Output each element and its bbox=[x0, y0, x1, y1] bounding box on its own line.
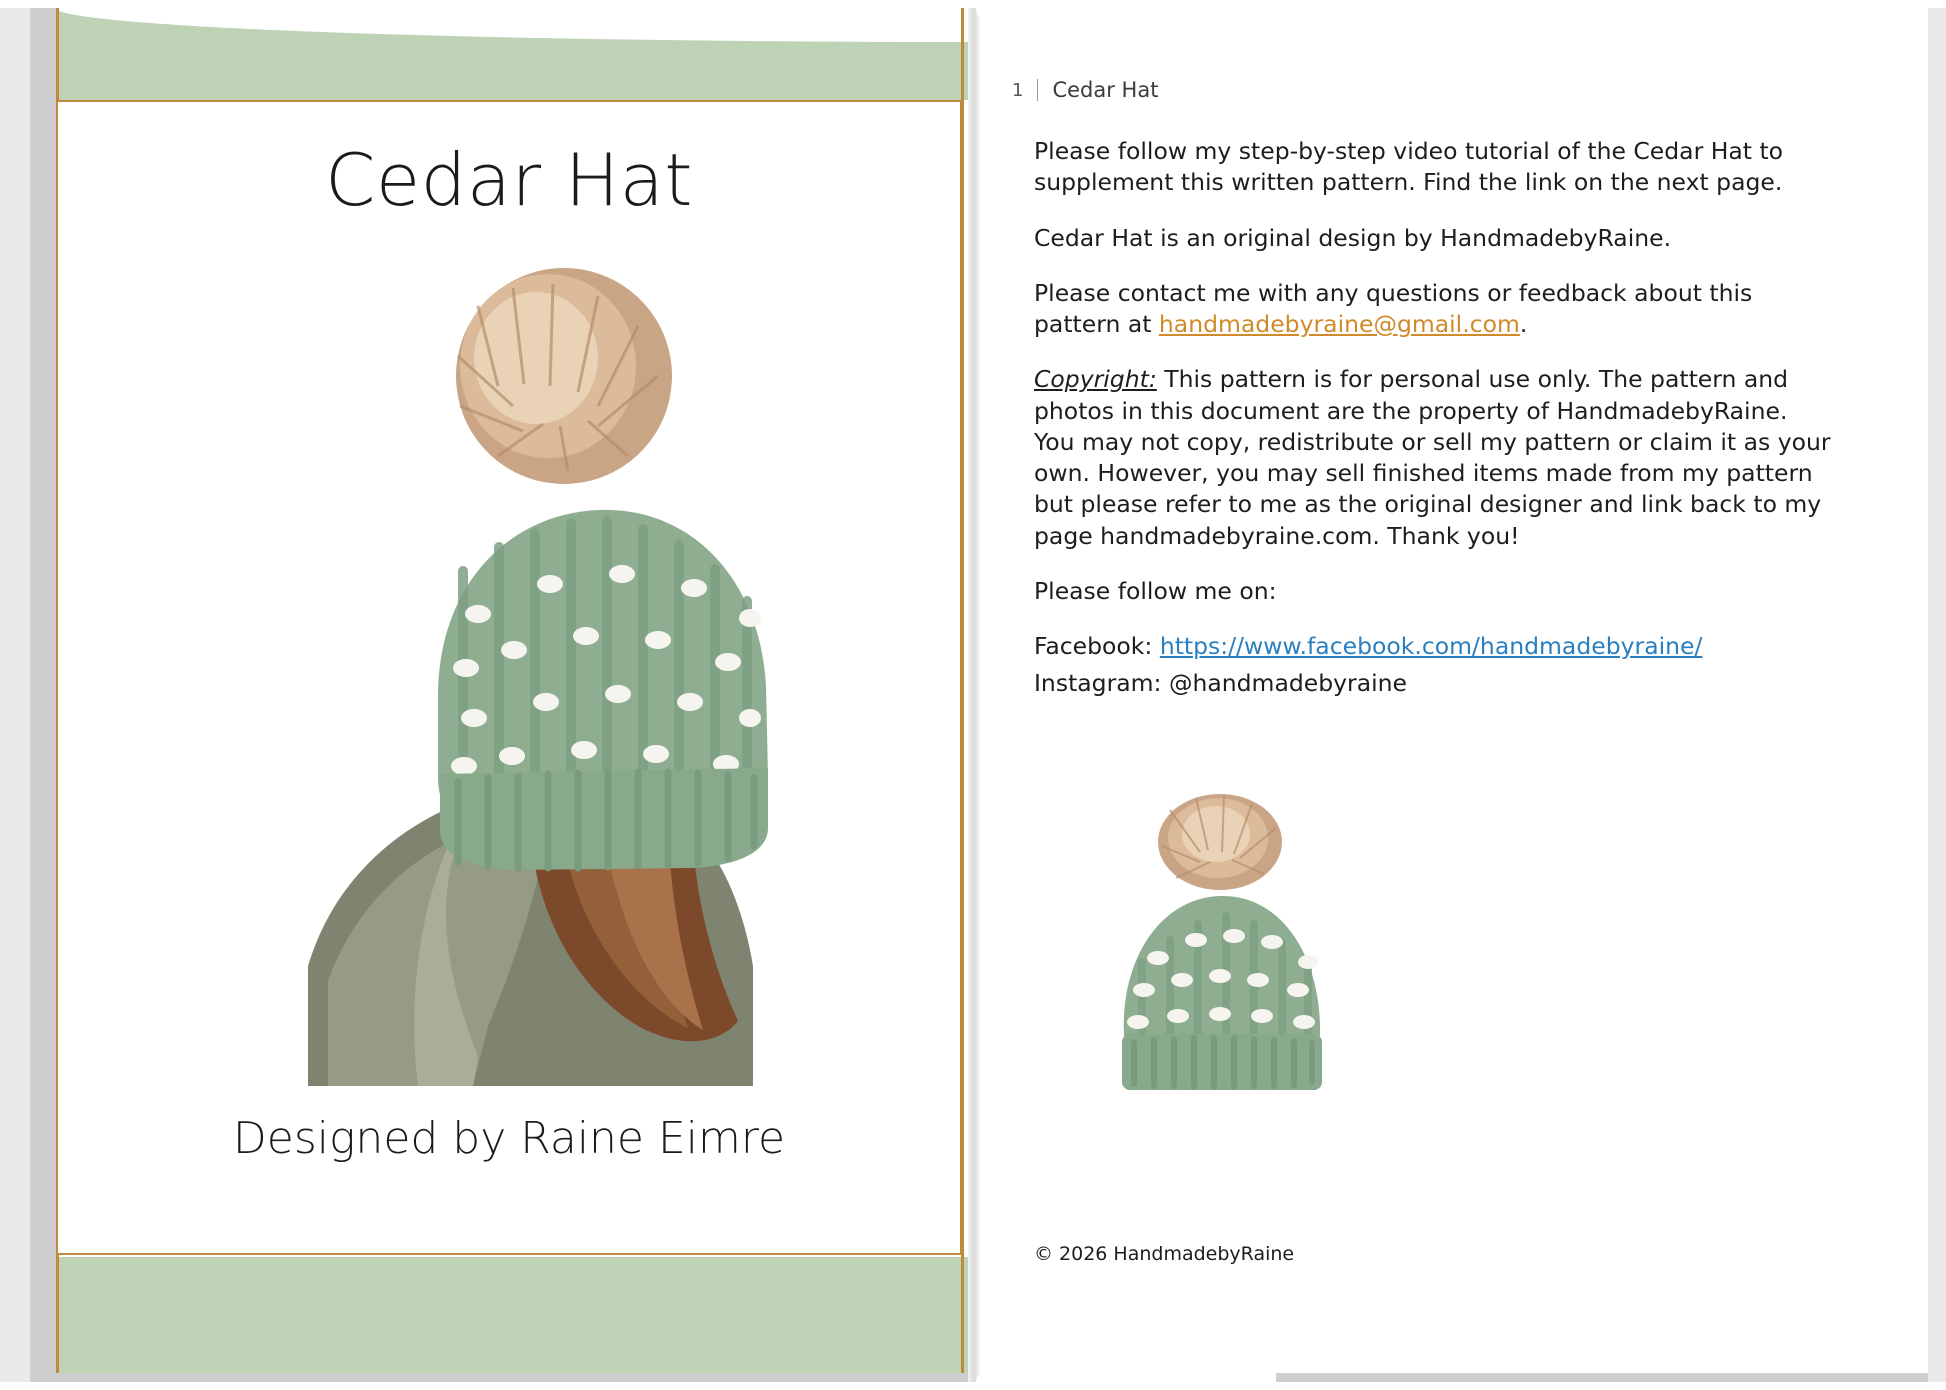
cover-title: Cedar Hat bbox=[325, 138, 693, 222]
page-number: 1 bbox=[1012, 79, 1024, 101]
cover-page bbox=[56, 8, 968, 1373]
paragraph-original-design: Cedar Hat is an original design by HandmadebyRaine. bbox=[1034, 223, 1672, 252]
header-divider-icon bbox=[1037, 79, 1038, 101]
cover-photo bbox=[298, 266, 806, 1086]
hat-photo-illustration bbox=[1020, 790, 1420, 1130]
cover-photo-illustration bbox=[298, 266, 806, 1086]
page-body bbox=[1034, 136, 1834, 724]
background-bottom-strip bbox=[0, 1382, 1946, 1390]
facebook-link[interactable]: https://www.facebook.com/handmadebyraine/ bbox=[1159, 632, 1703, 660]
email-link[interactable]: handmadebyraine@gmail.com bbox=[1158, 310, 1520, 338]
background-left-margin bbox=[0, 0, 32, 1390]
contact-prefix: Please contact me with any questions or feedback about this pattern at bbox=[1034, 278, 1753, 338]
paragraph-instagram: Instagram: @handmadebyraine bbox=[1034, 669, 1407, 698]
cover-bottom-band bbox=[56, 1257, 968, 1373]
paragraph-follow-intro: Please follow me on: bbox=[1034, 576, 1277, 605]
background-right-margin bbox=[1928, 0, 1946, 1390]
running-head-title: Cedar Hat bbox=[1052, 78, 1159, 102]
background-top-strip bbox=[0, 0, 1946, 8]
cover-designer-line: Designed by Raine Eimre bbox=[232, 1113, 786, 1164]
facebook-label: Facebook: bbox=[1034, 632, 1160, 660]
paragraph-facebook bbox=[1034, 631, 1834, 662]
copyright-body: This pattern is for personal use only. The pattern and photos in this document are the property of HandmadebyRaine. You may not copy, redistribute or sell my pattern or claim it as your own. However, you may sell finished items made from my pattern but please refer to me as the original designer and link back to my page handmadebyraine.com. Thank you! bbox=[1034, 365, 1831, 550]
paragraph-copyright bbox=[1034, 364, 1834, 552]
paragraph-contact bbox=[1034, 278, 1834, 341]
copyright-label: Copyright: bbox=[1034, 365, 1157, 394]
paragraph-video-tutorial: Please follow my step-by-step video tutorial of the Cedar Hat to supplement this written pattern. Find the link on the next page. bbox=[1034, 137, 1784, 197]
page-running-header bbox=[1012, 78, 1158, 102]
hat-product-photo bbox=[1020, 790, 1420, 1130]
page-footer-copyright: © 2026 HandmadebyRaine bbox=[1034, 1243, 1295, 1265]
contact-suffix: . bbox=[1519, 310, 1528, 338]
book-spine bbox=[968, 8, 980, 1382]
